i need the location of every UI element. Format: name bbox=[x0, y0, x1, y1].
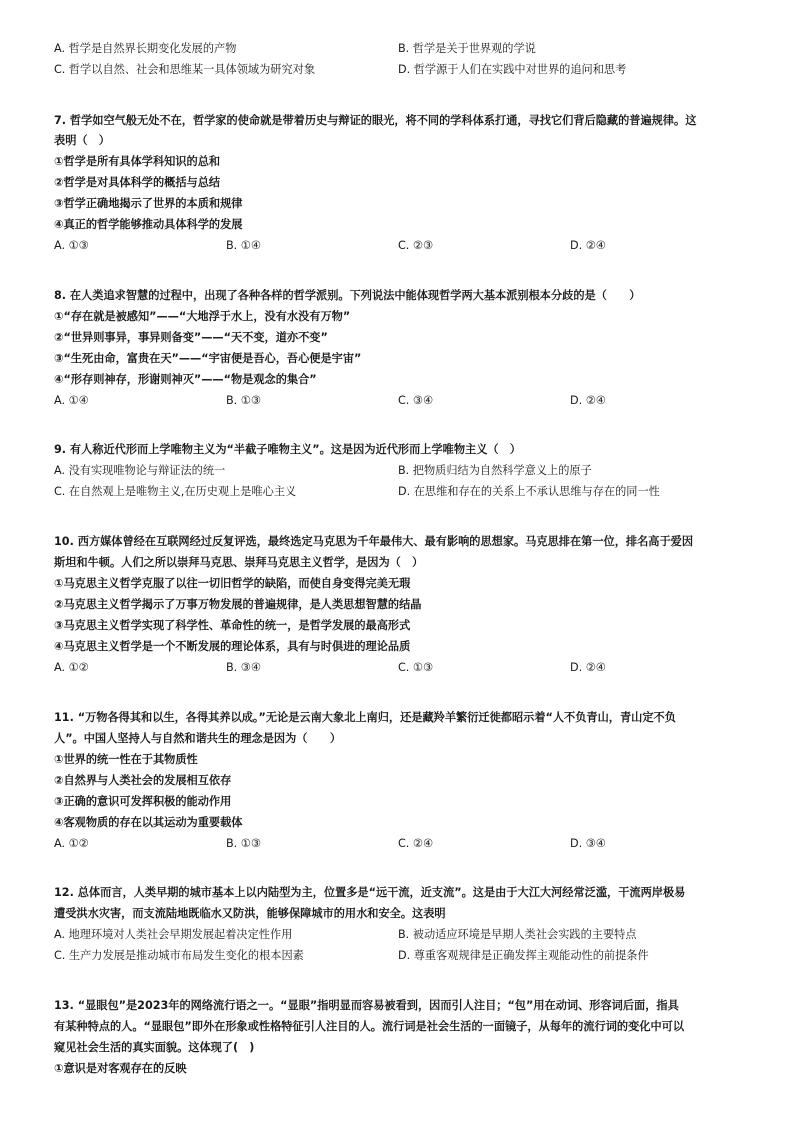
q7-choice-c: C. ②③ bbox=[398, 239, 433, 252]
q7-option-3: ③哲学正确地揭示了世界的本质和规律 bbox=[54, 197, 243, 210]
q10-option-4: ④马克思主义哲学是一个不断发展的理论体系，具有与时俱进的理论品质 bbox=[54, 640, 411, 653]
q12-choice-b: B. 被动适应环境是早期人类社会实践的主要特点 bbox=[398, 928, 637, 941]
q13-stem-line-2: 有某种特点的人。“显眼包”即外在形象或性格特征引人注目的人。流行词是社会生活的一面镜子，从每年的流行词的变化中可以 bbox=[54, 1020, 685, 1033]
q11-choice-c: C. ②④ bbox=[398, 837, 433, 850]
q8-choice-b: B. ①③ bbox=[226, 394, 261, 407]
q7-stem-line-2: 表明（ ） bbox=[54, 134, 110, 147]
q6-choice-b: B. 哲学是关于世界观的学说 bbox=[398, 42, 536, 55]
q12-stem-line-1: 12. 总体而言，人类早期的城市基本上以内陆型为主，位置多是“远干流，近支流”。这是由于大江大河经常泛滥，干流两岸极易 bbox=[54, 886, 686, 899]
q10-option-2: ②马克思主义哲学揭示了万事万物发展的普遍规律，是人类思想智慧的结晶 bbox=[54, 598, 422, 611]
q8-option-4: ④“形存则神存，形谢则神灭”——“物是观念的集合” bbox=[54, 373, 317, 386]
q6-choice-c: C. 哲学以自然、社会和思维某一具体领域为研究对象 bbox=[54, 63, 316, 76]
q11-stem-line-1: 11. “万物各得其和以生，各得其养以成。”无论是云南大象北上南归，还是藏羚羊繁衍迁徙都昭示着“人不负青山，青山定不负 bbox=[54, 711, 676, 724]
q11-option-4: ④客观物质的存在以其运动为重要载体 bbox=[54, 816, 243, 829]
q10-choice-b: B. ③④ bbox=[226, 661, 261, 674]
q8-choice-d: D. ②④ bbox=[570, 394, 606, 407]
q11-choice-d: D. ③④ bbox=[570, 837, 606, 850]
q9-stem-line-1: 9. 有人称近代形而上学唯物主义为“半截子唯物主义”。这是因为近代形而上学唯物主义（ ） bbox=[54, 443, 521, 456]
q8-choice-a: A. ①④ bbox=[54, 394, 89, 407]
q7-choices-row bbox=[54, 238, 754, 254]
q8-option-2: ②“世异则事异，事异则备变”——“天不变，道亦不变” bbox=[54, 331, 328, 344]
q10-choice-d: D. ②④ bbox=[570, 661, 606, 674]
q12-choice-c: C. 生产力发展是推动城市布局发生变化的根本因素 bbox=[54, 949, 304, 962]
q12-choice-row-2 bbox=[54, 948, 754, 964]
q12-stem-line-2: 遭受洪水灾害，而支流陆地既临水又防洪，能够保障城市的用水和安全。这表明 bbox=[54, 907, 446, 920]
q10-choice-a: A. ①② bbox=[54, 661, 89, 674]
q7-choice-d: D. ②④ bbox=[570, 239, 606, 252]
q12-choice-a: A. 地理环境对人类社会早期发展起着决定性作用 bbox=[54, 928, 293, 941]
q11-option-2: ②自然界与人类社会的发展相互依存 bbox=[54, 774, 232, 787]
q10-choice-c: C. ①③ bbox=[398, 661, 433, 674]
q10-option-3: ③马克思主义哲学实现了科学性、革命性的统一，是哲学发展的最高形式 bbox=[54, 619, 411, 632]
q11-choice-b: B. ①③ bbox=[226, 837, 261, 850]
q7-choice-a: A. ①③ bbox=[54, 239, 89, 252]
q8-option-1: ①“存在就是被感知”——“大地浮于水上，没有水没有万物” bbox=[54, 310, 351, 323]
q8-choices-row bbox=[54, 393, 754, 409]
q11-choices-row bbox=[54, 836, 754, 852]
q11-choice-a: A. ①② bbox=[54, 837, 89, 850]
q8-stem-line-1: 8. 在人类追求智慧的过程中，出现了各种各样的哲学派别。下列说法中能体现哲学两大基本派别根本分歧的是（ ） bbox=[54, 289, 641, 302]
q10-stem-line-2: 斯坦和牛顿。人们之所以崇拜马克思、崇拜马克思主义哲学，是因为（ ） bbox=[54, 556, 424, 569]
q9-choice-row-1 bbox=[54, 463, 754, 479]
q8-option-3: ③“生死由命，富贵在天”——“宇宙便是吾心，吾心便是宇宙” bbox=[54, 352, 362, 365]
q9-choice-c: C. 在自然观上是唯物主义,在历史观上是唯心主义 bbox=[54, 485, 297, 498]
q8-choice-c: C. ③④ bbox=[398, 394, 433, 407]
q7-option-1: ①哲学是所有具体学科知识的总和 bbox=[54, 155, 221, 168]
q9-choice-b: B. 把物质归结为自然科学意义上的原子 bbox=[398, 464, 592, 477]
q6-choice-row-2 bbox=[54, 62, 754, 78]
q6-choice-a: A. 哲学是自然界长期变化发展的产物 bbox=[54, 42, 237, 55]
q11-option-3: ③正确的意识可发挥积极的能动作用 bbox=[54, 795, 232, 808]
q12-choice-row-1 bbox=[54, 927, 754, 943]
q11-option-1: ①世界的统一性在于其物质性 bbox=[54, 753, 198, 766]
q9-choice-d: D. 在思维和存在的关系上不承认思维与存在的同一性 bbox=[398, 485, 660, 498]
q13-stem-line-3: 窥见社会生活的真实面貌。这体现了( ) bbox=[54, 1041, 255, 1054]
q10-choices-row bbox=[54, 660, 754, 676]
q12-choice-d: D. 尊重客观规律是正确发挥主观能动性的前提条件 bbox=[398, 949, 649, 962]
q10-stem-line-1: 10. 西方媒体曾经在互联网经过反复评选，最终选定马克思为千年最伟大、最有影响的思想家。马克思排在第一位，排名高于爱因 bbox=[54, 535, 694, 548]
q13-stem-line-1: 13. “显眼包”是2023年的网络流行语之一。“显眼”指明显而容易被看到，因而引人注目；“包”用在动词、形容词后面，指具 bbox=[54, 999, 679, 1012]
q10-option-1: ①马克思主义哲学克服了以往一切旧哲学的缺陷，而使自身变得完美无瑕 bbox=[54, 577, 411, 590]
q7-option-2: ②哲学是对具体科学的概括与总结 bbox=[54, 176, 221, 189]
q13-option-1: ①意识是对客观存在的反映 bbox=[54, 1062, 187, 1075]
q9-choice-a: A. 没有实现唯物论与辩证法的统一 bbox=[54, 464, 226, 477]
q6-choice-d: D. 哲学源于人们在实践中对世界的追问和思考 bbox=[398, 63, 627, 76]
q6-choice-row-1 bbox=[54, 41, 754, 57]
q9-choice-row-2 bbox=[54, 484, 754, 500]
q7-option-4: ④真正的哲学能够推动具体科学的发展 bbox=[54, 218, 243, 231]
q7-stem-line-1: 7. 哲学如空气般无处不在，哲学家的使命就是带着历史与辩证的眼光，将不同的学科体系打通，寻找它们背后隐藏的普遍规律。这 bbox=[54, 114, 697, 127]
q7-choice-b: B. ①④ bbox=[226, 239, 261, 252]
q11-stem-line-2: 人”。中国人坚持人与自然和谐共生的理念是因为（ ） bbox=[54, 732, 342, 745]
